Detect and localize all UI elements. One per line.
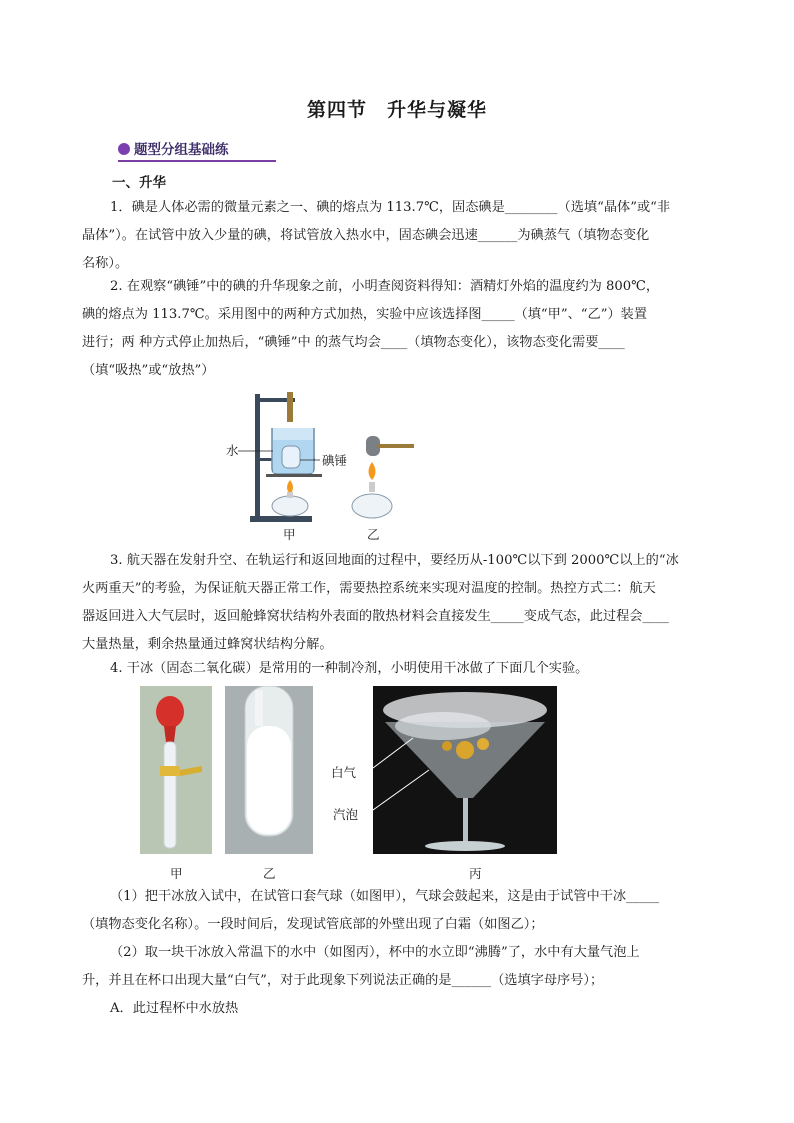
question-1-line-1: 1．碘是人体必需的微量元素之一、碘的熔点为 113.7℃，固态碘是________（选填“晶体”或“非 bbox=[110, 200, 671, 215]
question-2-line-1: 2. 在观察“碘锤”中的碘的升华现象之前，小明查阅资料得知：酒精灯外焰的温度约为 800℃， bbox=[110, 279, 660, 294]
question-1-line-3: 名称）。 bbox=[82, 256, 129, 271]
section-badge bbox=[118, 138, 276, 162]
label-photo-bing: 丙 bbox=[469, 866, 482, 881]
label-photo-jia: 甲 bbox=[170, 866, 183, 881]
label-yi: 乙 bbox=[367, 527, 380, 542]
frosted-tube-image bbox=[225, 686, 313, 854]
question-4-parts bbox=[82, 883, 710, 1023]
page-title: 第四节 升华与凝华 bbox=[306, 99, 487, 121]
question-1-line-2: 晶体”）。在试管中放入少量的碘，将试管放入热水中，固态碘会迅速______为碘蒸气（填物态变化 bbox=[82, 228, 650, 243]
bullet-dot-icon bbox=[118, 143, 130, 155]
iodine-hammer-handle bbox=[378, 444, 414, 448]
question-2-line-2: 碘的熔点为 113.7℃。采用图中的两种方式加热，实验中应该选择图_____（填“甲”、“乙”）装置 bbox=[82, 307, 648, 322]
label-iodine-hammer: 碘锤 bbox=[322, 453, 348, 468]
stand-rod bbox=[255, 394, 260, 518]
question-4 bbox=[82, 655, 710, 683]
section-heading: 一、升华 bbox=[112, 175, 166, 191]
label-white-vapor: 白气 bbox=[331, 765, 357, 780]
question-2-line-3: 进行；两 种方式停止加热后，“碘锤”中 的蒸气均会____（填物态变化），该物态变化需要____ bbox=[82, 335, 625, 350]
question-4-line-1: 4. 干冰（固态二氧化碳）是常用的一种制冷剂，小明使用干冰做了下面几个实验。 bbox=[110, 661, 589, 676]
label-jia: 甲 bbox=[283, 527, 296, 542]
question-2 bbox=[82, 273, 710, 385]
question-3-line-3: 器返回进入大气层时，返回舱蜂窝状结构外表面的散热材料会直接发生_____变成气态，此过程会____ bbox=[82, 609, 669, 624]
question-4-option-a: A．此过程杯中水放热 bbox=[110, 1001, 239, 1016]
gauze bbox=[266, 474, 322, 477]
question-2-line-4: （填“吸热”或“放热”） bbox=[82, 363, 215, 378]
dry-ice-glass-image bbox=[373, 686, 557, 854]
question-4-part-2-line-2: 升，并且在杯口出现大量“白气”，对于此现象下列说法正确的是______（选填字母序号）； bbox=[82, 973, 604, 988]
photo-bing-glass bbox=[373, 686, 557, 854]
section-badge-label: 题型分组基础练 bbox=[134, 142, 229, 158]
question-4-part-1-line-1: （1）把干冰放入试中，在试管口套气球（如图甲），气球会鼓起来，这是由于试管中干冰_____ bbox=[110, 889, 660, 904]
question-1 bbox=[82, 194, 710, 278]
balloon-test-tube-image bbox=[140, 686, 212, 854]
photo-yi-frost bbox=[225, 686, 313, 854]
question-3 bbox=[82, 547, 710, 659]
question-3-line-1: 3. 航天器在发射升空、在轨运行和返回地面的过程中，要经历从-100℃以下到 2000℃以上的“冰 bbox=[110, 553, 679, 568]
photo-jia-balloon bbox=[140, 686, 212, 854]
flame-icon bbox=[287, 480, 293, 494]
iodine-bulb-in-beaker bbox=[282, 446, 300, 468]
label-bubbles: 汽泡 bbox=[333, 807, 359, 822]
question-4-part-1-line-2: （填物态变化名称）。一段时间后，发现试管底部的外壁出现了白霜（如图乙）； bbox=[82, 917, 544, 932]
question-4-part-2-line-1: （2）取一块干冰放入常温下的水中（如图丙），杯中的水立即“沸腾”了，水中有大量气泡上 bbox=[110, 945, 640, 960]
question-3-line-2: 火两重天”的考验，为保证航天器正常工作，需要热控系统来实现对温度的控制。热控方式二：航天 bbox=[82, 581, 656, 596]
flame-icon bbox=[369, 462, 376, 480]
lamp-wick bbox=[369, 482, 375, 492]
alcohol-lamp bbox=[352, 494, 392, 518]
label-photo-yi: 乙 bbox=[263, 866, 276, 881]
iodine-hammer-figure bbox=[220, 388, 420, 543]
label-water: 水 bbox=[226, 443, 239, 458]
iodine-hammer bbox=[366, 436, 380, 456]
hammer-handle bbox=[287, 392, 293, 422]
question-3-line-4: 大量热量，剩余热量通过蜂窝状结构分解。 bbox=[82, 637, 333, 652]
alcohol-lamp bbox=[272, 496, 308, 516]
lamp-wick bbox=[287, 492, 293, 498]
